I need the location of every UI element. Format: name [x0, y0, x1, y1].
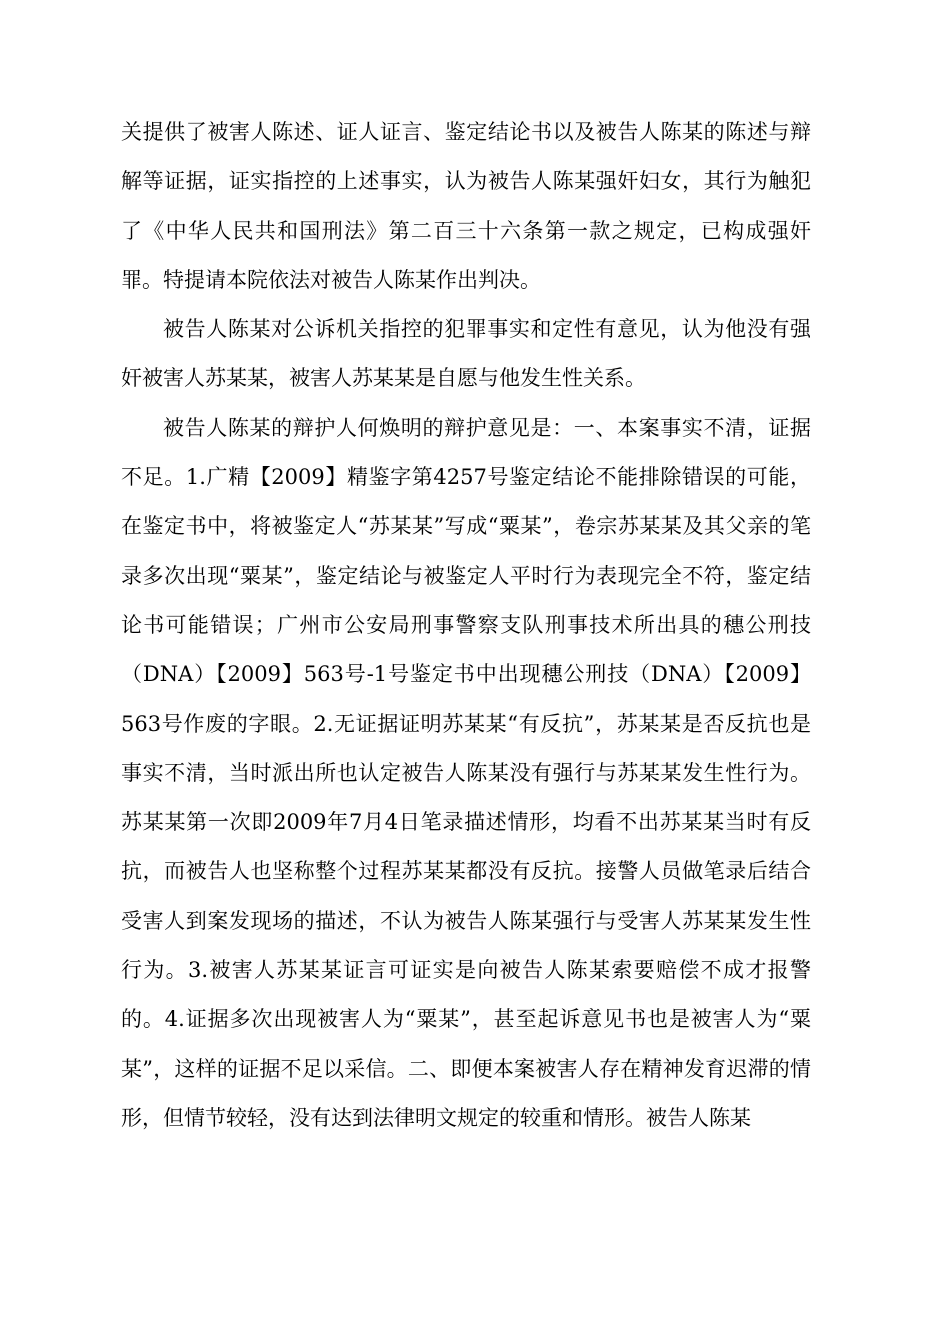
paragraph-prosecution-summary: 关提供了被害人陈述、证人证言、鉴定结论书以及被告人陈某的陈述与辩解等证据，证实指控的上述事实，认为被告人陈某强奸妇女，其行为触犯了《中华人民共和国刑法》第二百三十六条第一款之规定，已构成强奸罪。特提请本院依法对被告人陈某作出判决。 — [121, 120, 811, 292]
paragraph-defense-counsel-opinion: 被告人陈某的辩护人何焕明的辩护意见是：一、本案事实不清，证据不足。1.广精【2009】精鉴字第4257号鉴定结论不能排除错误的可能，在鉴定书中，将被鉴定人“苏某某”写成“粟某”，卷宗苏某某及其父亲的笔录多次出现“粟某”，鉴定结论与被鉴定人平时行为表现完全不符，鉴定结论书可能错误；广州市公安局刑事警察支队刑事技术所出具的穗公刑技（DNA）【2009】563号-1号鉴定书中出现穗公刑技（DNA）【2009】563号作废的字眼。2.无证据证明苏某某“有反抗”，苏某某是否反抗也是事实不清，当时派出所也认定被告人陈某没有强行与苏某某发生性行为。苏某某第一次即2009年7月4日笔录描述情形，均看不出苏某某当时有反抗，而被告人也坚称整个过程苏某某都没有反抗。接警人员做笔录后结合受害人到案发现场的描述，不认为被告人陈某强行与受害人苏某某发生性行为。3.被害人苏某某证言可证实是向被告人陈某索要赔偿不成才报警的。4.证据多次出现被害人为“粟某”，甚至起诉意见书也是被害人为“粟某”，这样的证据不足以采信。二、即便本案被害人存在精神发育迟滞的情形，但情节较轻，没有达到法律明文规定的较重和情形。被告人陈某 — [121, 415, 811, 1130]
paragraph-defendant-opinion: 被告人陈某对公诉机关指控的犯罪事实和定性有意见，认为他没有强奸被害人苏某某，被害人苏某某是自愿与他发生性关系。 — [121, 317, 811, 391]
document-body — [121, 108, 811, 1143]
